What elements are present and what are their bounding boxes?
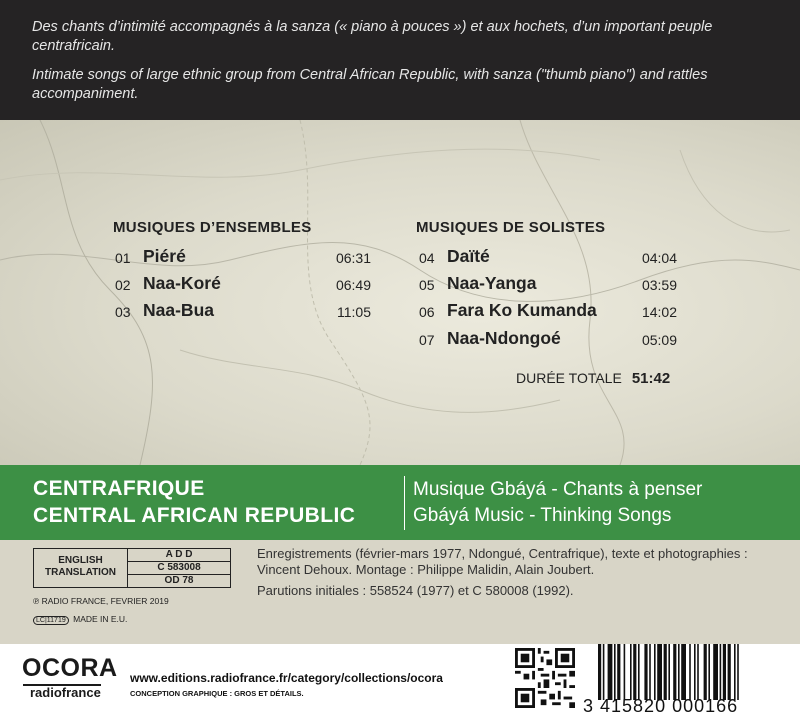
radiofrance-logo: radiofrance bbox=[30, 685, 101, 700]
track-title: Daïté bbox=[447, 246, 490, 266]
barcode-icon bbox=[598, 644, 783, 700]
description-fr: Des chants d’intimité accompagnés à la sanza (« piano à pouces ») et aux hochets, d’un important peuple centrafricain. bbox=[32, 19, 713, 54]
track-number: 04 bbox=[419, 250, 435, 266]
subtitle-en: Gbáyá Music - Thinking Songs bbox=[413, 505, 672, 526]
catalog-badge bbox=[33, 548, 231, 588]
track-duration: 03:59 bbox=[641, 277, 677, 293]
track-title: Naa-Ndongoé bbox=[447, 328, 561, 348]
badge-line2: TRANSLATION bbox=[45, 567, 116, 578]
description-en: Intimate songs of large ethnic group from Central African Republic, with sanza ("thumb piano") and rattles accompaniment. bbox=[32, 67, 708, 102]
credits-line1: Enregistrements (février-mars 1977, Ndongué, Centrafrique), texte et photographies : bbox=[257, 546, 748, 561]
footer bbox=[0, 644, 800, 717]
track-title: Piéré bbox=[143, 246, 186, 266]
track-title: Naa-Koré bbox=[143, 273, 221, 293]
description-header bbox=[0, 0, 800, 120]
track-number: 05 bbox=[419, 277, 435, 293]
barcode-number: 3 415820 000166 bbox=[583, 696, 739, 716]
track-number: 06 bbox=[419, 304, 435, 320]
lc-logo: LC|11719 bbox=[33, 616, 69, 625]
badge-add: A D D bbox=[128, 549, 230, 562]
qr-code-icon bbox=[515, 648, 575, 708]
track-number: 01 bbox=[115, 250, 131, 266]
title-band bbox=[0, 465, 800, 540]
made-in: MADE IN E.U. bbox=[73, 614, 128, 624]
track-duration: 14:02 bbox=[641, 304, 677, 320]
track-row bbox=[419, 273, 677, 297]
track-duration: 05:09 bbox=[641, 332, 677, 348]
track-duration: 06:31 bbox=[335, 250, 371, 266]
total-duration bbox=[516, 370, 670, 387]
subtitle-fr: Musique Gbáyá - Chants à penser bbox=[413, 479, 703, 500]
track-duration: 11:05 bbox=[337, 304, 371, 320]
track-duration: 06:49 bbox=[335, 277, 371, 293]
country-en: CENTRAL AFRICAN REPUBLIC bbox=[33, 504, 356, 527]
copyright: ℗ RADIO FRANCE, FEVRIER 2019 bbox=[33, 596, 169, 606]
band-divider bbox=[404, 476, 405, 530]
ocora-logo: OCORA bbox=[22, 654, 118, 682]
track-number: 03 bbox=[115, 304, 131, 320]
total-value: 51:42 bbox=[631, 370, 671, 387]
track-row bbox=[115, 273, 371, 297]
badge-cat: C 583008 bbox=[128, 562, 230, 575]
solistes-heading: MUSIQUES DE SOLISTES bbox=[416, 219, 606, 236]
credits-line3: Parutions initiales : 558524 (1977) et C 580008 (1992). bbox=[257, 583, 574, 598]
ensembles-heading: MUSIQUES D’ENSEMBLES bbox=[113, 219, 312, 236]
design-credit: CONCEPTION GRAPHIQUE : GROS ET DÉTAILS. bbox=[130, 689, 304, 698]
track-row bbox=[419, 300, 677, 324]
track-title: Naa-Bua bbox=[143, 300, 214, 320]
track-duration: 04:04 bbox=[641, 250, 677, 266]
total-label: DURÉE TOTALE bbox=[516, 370, 622, 386]
track-number: 07 bbox=[419, 332, 435, 348]
country-fr: CENTRAFRIQUE bbox=[33, 477, 205, 500]
lc-made-in bbox=[33, 614, 127, 625]
credits-line2: Vincent Dehoux. Montage : Philippe Malidin, Alain Joubert. bbox=[257, 562, 595, 577]
track-row bbox=[115, 246, 371, 270]
translation-box bbox=[34, 549, 128, 587]
track-row bbox=[419, 328, 677, 352]
track-title: Naa-Yanga bbox=[447, 273, 537, 293]
track-row bbox=[419, 246, 677, 270]
badge-od: OD 78 bbox=[164, 575, 194, 586]
badge-line1: ENGLISH bbox=[58, 555, 103, 566]
track-number: 02 bbox=[115, 277, 131, 293]
website-link[interactable]: www.editions.radiofrance.fr/category/collections/ocora bbox=[130, 671, 443, 685]
track-title: Fara Ko Kumanda bbox=[447, 300, 597, 320]
map-background bbox=[0, 120, 800, 465]
track-row bbox=[115, 300, 371, 324]
